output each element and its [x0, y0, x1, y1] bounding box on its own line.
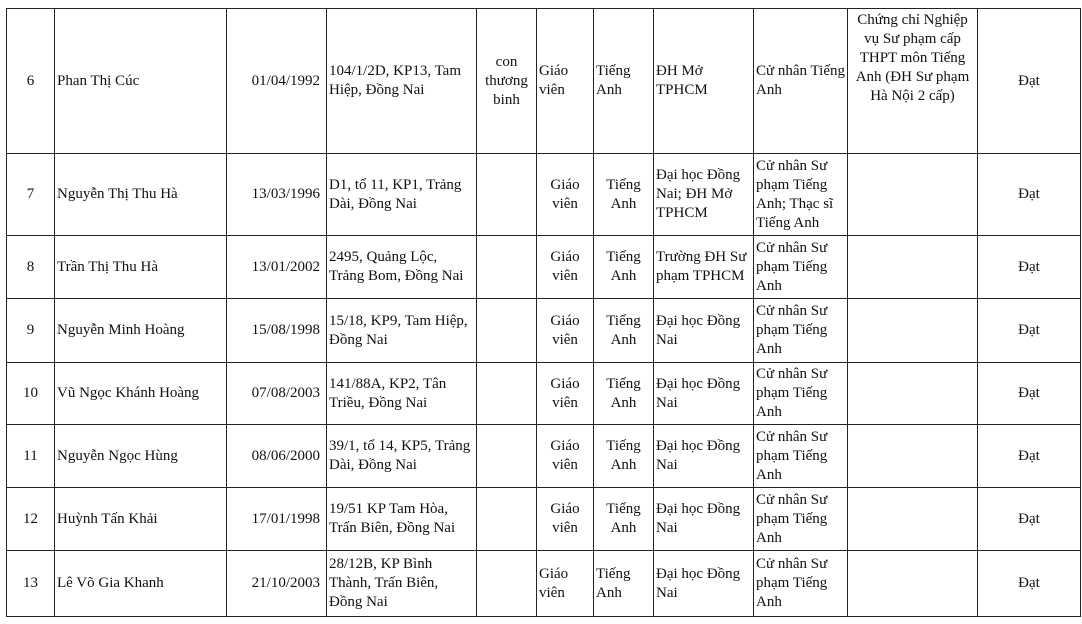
cell-subject: Tiếng Anh: [594, 236, 654, 299]
table-row: [7, 9, 1081, 154]
cell-degree: Cử nhân Sư phạm Tiếng Anh: [754, 488, 848, 551]
cell-stt: 6: [7, 9, 55, 154]
cell-stt: 11: [7, 425, 55, 488]
cell-dob: 13/03/1996: [227, 154, 327, 236]
cell-certificate: [848, 488, 978, 551]
cell-dob: 08/06/2000: [227, 425, 327, 488]
cell-dob: 07/08/2003: [227, 363, 327, 425]
cell-stt: 10: [7, 363, 55, 425]
cell-position: Giáo viên: [537, 363, 594, 425]
table-row: [7, 363, 1081, 425]
cell-priority: con thương binh: [477, 9, 537, 154]
cell-school: Đại học Đồng Nai: [654, 425, 754, 488]
cell-school: Đại học Đồng Nai: [654, 363, 754, 425]
cell-subject: Tiếng Anh: [594, 551, 654, 617]
cell-address: 2495, Quảng Lộc, Trảng Bom, Đồng Nai: [327, 236, 477, 299]
cell-name: Trần Thị Thu Hà: [55, 236, 227, 299]
cell-result: Đạt: [978, 299, 1081, 363]
cell-school: Trường ĐH Sư phạm TPHCM: [654, 236, 754, 299]
cell-result: Đạt: [978, 488, 1081, 551]
cell-address: 19/51 KP Tam Hòa, Trấn Biên, Đồng Nai: [327, 488, 477, 551]
cell-name: Lê Võ Gia Khanh: [55, 551, 227, 617]
cell-position: Giáo viên: [537, 9, 594, 154]
cell-name: Nguyễn Thị Thu Hà: [55, 154, 227, 236]
cell-priority: [477, 154, 537, 236]
cell-name: Huỳnh Tấn Khải: [55, 488, 227, 551]
cell-school: Đại học Đồng Nai: [654, 488, 754, 551]
cell-degree: Cử nhân Sư phạm Tiếng Anh: [754, 363, 848, 425]
cell-degree: Cử nhân Sư phạm Tiếng Anh; Thạc sĩ Tiếng Anh: [754, 154, 848, 236]
cell-degree: Cử nhân Tiếng Anh: [754, 9, 848, 154]
cell-subject: Tiếng Anh: [594, 9, 654, 154]
cell-school: ĐH Mở TPHCM: [654, 9, 754, 154]
table-row: [7, 551, 1081, 617]
cell-dob: 01/04/1992: [227, 9, 327, 154]
cell-address: D1, tổ 11, KP1, Trảng Dài, Đồng Nai: [327, 154, 477, 236]
cell-degree: Cử nhân Sư phạm Tiếng Anh: [754, 425, 848, 488]
cell-dob: 21/10/2003: [227, 551, 327, 617]
cell-address: 15/18, KP9, Tam Hiệp, Đồng Nai: [327, 299, 477, 363]
cell-priority: [477, 236, 537, 299]
table-row: [7, 154, 1081, 236]
cell-degree: Cử nhân Sư phạm Tiếng Anh: [754, 299, 848, 363]
cell-priority: [477, 551, 537, 617]
cell-stt: 12: [7, 488, 55, 551]
cell-dob: 17/01/1998: [227, 488, 327, 551]
cell-stt: 7: [7, 154, 55, 236]
cell-position: Giáo viên: [537, 551, 594, 617]
cell-address: 28/12B, KP Bình Thành, Trấn Biên, Đồng Nai: [327, 551, 477, 617]
cell-stt: 13: [7, 551, 55, 617]
cell-priority: [477, 299, 537, 363]
table-row: [7, 236, 1081, 299]
cell-subject: Tiếng Anh: [594, 488, 654, 551]
cell-certificate: [848, 299, 978, 363]
cell-priority: [477, 363, 537, 425]
table-row: [7, 299, 1081, 363]
cell-result: Đạt: [978, 551, 1081, 617]
table-row: [7, 425, 1081, 488]
cell-name: Nguyễn Minh Hoàng: [55, 299, 227, 363]
cell-position: Giáo viên: [537, 488, 594, 551]
cell-stt: 9: [7, 299, 55, 363]
cell-position: Giáo viên: [537, 299, 594, 363]
cell-position: Giáo viên: [537, 236, 594, 299]
cell-subject: Tiếng Anh: [594, 425, 654, 488]
candidate-table: [6, 8, 1081, 617]
cell-priority: [477, 425, 537, 488]
cell-result: Đạt: [978, 154, 1081, 236]
cell-certificate: [848, 154, 978, 236]
cell-dob: 15/08/1998: [227, 299, 327, 363]
cell-name: Vũ Ngọc Khánh Hoàng: [55, 363, 227, 425]
table-row: [7, 488, 1081, 551]
cell-certificate: [848, 363, 978, 425]
cell-school: Đại học Đồng Nai: [654, 299, 754, 363]
cell-certificate: [848, 236, 978, 299]
cell-address: 141/88A, KP2, Tân Triều, Đồng Nai: [327, 363, 477, 425]
cell-address: 39/1, tổ 14, KP5, Trảng Dài, Đồng Nai: [327, 425, 477, 488]
cell-result: Đạt: [978, 9, 1081, 154]
cell-certificate: [848, 551, 978, 617]
cell-degree: Cử nhân Sư phạm Tiếng Anh: [754, 236, 848, 299]
cell-result: Đạt: [978, 236, 1081, 299]
cell-subject: Tiếng Anh: [594, 299, 654, 363]
cell-position: Giáo viên: [537, 154, 594, 236]
cell-dob: 13/01/2002: [227, 236, 327, 299]
cell-result: Đạt: [978, 363, 1081, 425]
cell-address: 104/1/2D, KP13, Tam Hiệp, Đồng Nai: [327, 9, 477, 154]
cell-subject: Tiếng Anh: [594, 363, 654, 425]
cell-stt: 8: [7, 236, 55, 299]
cell-school: Đại học Đồng Nai: [654, 551, 754, 617]
cell-degree: Cử nhân Sư phạm Tiếng Anh: [754, 551, 848, 617]
cell-name: Phan Thị Cúc: [55, 9, 227, 154]
cell-position: Giáo viên: [537, 425, 594, 488]
cell-priority: [477, 488, 537, 551]
cell-subject: Tiếng Anh: [594, 154, 654, 236]
cell-result: Đạt: [978, 425, 1081, 488]
cell-school: Đại học Đồng Nai; ĐH Mở TPHCM: [654, 154, 754, 236]
cell-name: Nguyễn Ngọc Hùng: [55, 425, 227, 488]
cell-certificate: Chứng chỉ Nghiệp vụ Sư phạm cấp THPT môn Tiếng Anh (ĐH Sư phạm Hà Nội 2 cấp): [848, 9, 978, 154]
cell-certificate: [848, 425, 978, 488]
